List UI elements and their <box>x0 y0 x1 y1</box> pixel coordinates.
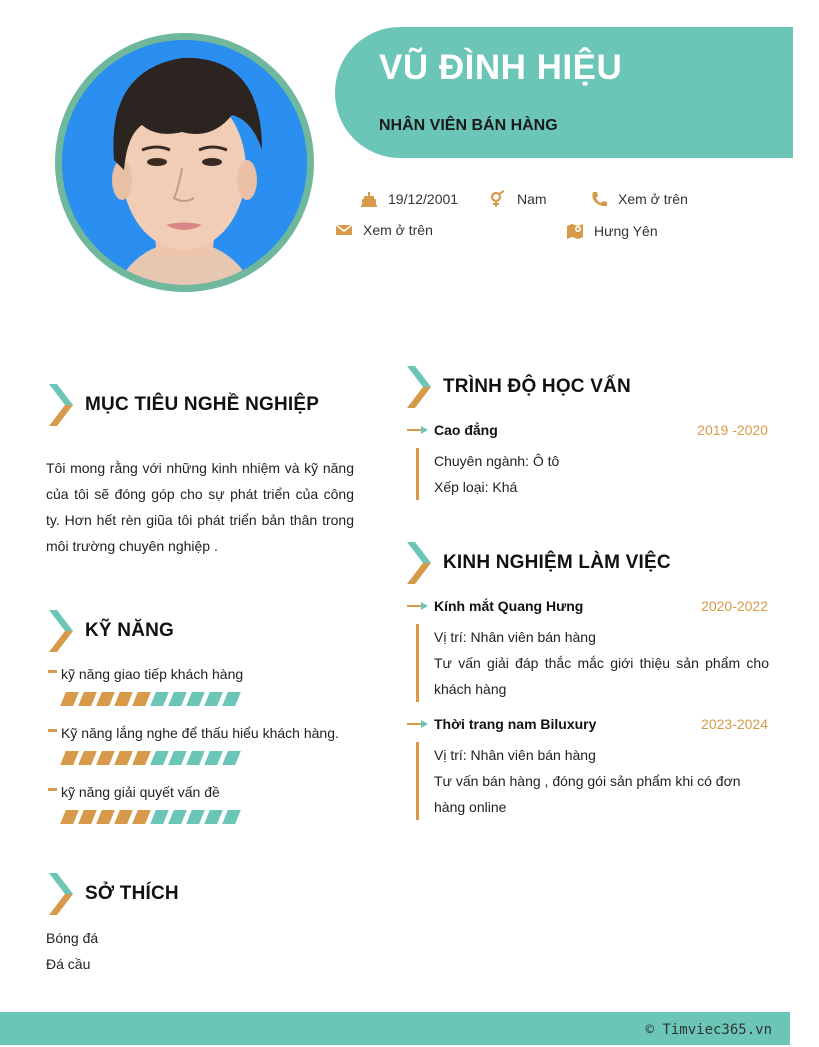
email-value: Xem ở trên <box>363 222 433 238</box>
section-hobbies <box>47 873 179 915</box>
skill-level-segment <box>96 751 115 765</box>
skill-level-segment <box>186 692 205 706</box>
skill-level-segment <box>132 810 151 824</box>
education-line: Chuyên ngành: Ô tô <box>434 453 560 469</box>
section-title: KINH NGHIỆM LÀM VIỆC <box>443 552 671 573</box>
dash-icon <box>48 670 57 673</box>
skill-level-segment <box>204 751 223 765</box>
gender-value: Nam <box>517 191 547 207</box>
candidate-name: VŨ ĐÌNH HIỆU <box>379 48 623 87</box>
email-info <box>335 222 433 238</box>
phone-value: Xem ở trên <box>618 191 688 207</box>
skill-label: Kỹ năng lắng nghe để thấu hiểu khách hàng. <box>61 725 339 741</box>
section-title: KỸ NĂNG <box>85 620 175 641</box>
skill-level-segment <box>78 692 97 706</box>
skill-level-segment <box>60 751 79 765</box>
gender-icon <box>489 190 507 208</box>
experience-details <box>416 624 769 702</box>
education-line: Xếp loại: Khá <box>434 479 518 495</box>
birthday-value: 19/12/2001 <box>388 191 459 207</box>
section-title: MỤC TIÊU NGHỀ NGHIỆP <box>85 394 320 415</box>
skill-level-segment <box>168 810 187 824</box>
experience-entry-head <box>407 598 768 614</box>
education-school: Cao đẳng <box>434 422 498 438</box>
skill-level-segment <box>168 692 187 706</box>
skill-level-segment <box>222 810 241 824</box>
education-details <box>416 448 769 500</box>
footer-band <box>0 1012 790 1045</box>
chevron-icon <box>405 542 431 584</box>
skill-level-segment <box>150 810 169 824</box>
experience-line: Vị trí: Nhân viên bán hàng <box>434 629 596 645</box>
experience-line: Tư vấn giải đáp thắc mắc giới thiệu sản phẩm cho khách hàng <box>434 655 769 697</box>
section-skills <box>47 610 174 652</box>
address-value: Hưng Yên <box>594 223 658 239</box>
skill-level-segment <box>132 751 151 765</box>
phone-info <box>590 190 688 208</box>
hobby-item: Đá cầu <box>46 956 91 972</box>
skill-label: kỹ năng giao tiếp khách hàng <box>61 666 244 682</box>
skill-level-segment <box>96 692 115 706</box>
skill-level-segment <box>60 810 79 824</box>
experience-line: Vị trí: Nhân viên bán hàng <box>434 747 596 763</box>
skill-level-segment <box>150 692 169 706</box>
skill-level-segment <box>114 810 133 824</box>
header-band <box>335 27 793 158</box>
skill-level-bar <box>63 751 339 765</box>
chevron-icon <box>47 384 73 426</box>
job-title: NHÂN VIÊN BÁN HÀNG <box>379 117 558 134</box>
skill-label: kỹ năng giải quyết vấn đề <box>61 784 220 800</box>
experience-company: Kính mắt Quang Hưng <box>434 598 584 614</box>
skill-level-segment <box>204 810 223 824</box>
skill-level-bar <box>63 692 243 706</box>
avatar <box>62 40 307 285</box>
skill-item <box>48 666 243 706</box>
skill-level-segment <box>96 810 115 824</box>
chevron-icon <box>47 873 73 915</box>
education-entry-head <box>407 422 768 438</box>
map-icon <box>566 222 584 240</box>
skill-level-segment <box>222 692 241 706</box>
section-title: TRÌNH ĐỘ HỌC VẤN <box>443 376 631 397</box>
experience-date: 2023-2024 <box>701 716 768 732</box>
address-info <box>566 222 658 240</box>
skill-level-segment <box>78 810 97 824</box>
section-objective <box>47 384 319 426</box>
experience-entry-head <box>407 716 768 732</box>
dash-icon <box>48 788 57 791</box>
experience-line: Tư vấn bán hàng , đóng gói sản phẩm khi có đơn hàng online <box>434 773 741 815</box>
gender-info <box>489 190 547 208</box>
birthday-info <box>360 190 458 208</box>
experience-details <box>416 742 769 820</box>
skill-level-segment <box>186 751 205 765</box>
skill-level-segment <box>222 751 241 765</box>
skill-level-bar <box>63 810 238 824</box>
cake-icon <box>360 190 378 208</box>
arrow-icon <box>407 425 429 435</box>
skill-level-segment <box>114 692 133 706</box>
skill-level-segment <box>204 692 223 706</box>
experience-date: 2020-2022 <box>701 598 768 614</box>
skill-level-segment <box>150 751 169 765</box>
skill-level-segment <box>132 692 151 706</box>
arrow-icon <box>407 601 429 611</box>
dash-icon <box>48 729 57 732</box>
objective-text: Tôi mong rằng với những kinh nhiệm và kỹ năng của tôi sẽ đóng góp cho sự phát triển của công ty. Hơn hết rèn giũa tôi phát triển bản thân trong môi trường chuyên nghiệp . <box>46 460 354 554</box>
experience-company: Thời trang nam Biluxury <box>434 716 597 732</box>
education-date: 2019 -2020 <box>697 422 768 438</box>
phone-icon <box>590 190 608 208</box>
chevron-icon <box>405 366 431 408</box>
skill-level-segment <box>168 751 187 765</box>
footer-credit: © Timviec365.vn <box>645 1022 772 1038</box>
arrow-icon <box>407 719 429 729</box>
skill-item <box>48 725 339 765</box>
skill-level-segment <box>114 751 133 765</box>
section-title: SỞ THÍCH <box>85 883 179 904</box>
skill-level-segment <box>186 810 205 824</box>
skill-level-segment <box>78 751 97 765</box>
chevron-icon <box>47 610 73 652</box>
skill-level-segment <box>60 692 79 706</box>
section-experience <box>405 542 671 584</box>
mail-icon <box>335 223 353 237</box>
hobby-item: Bóng đá <box>46 930 99 946</box>
skill-item <box>48 784 238 824</box>
section-education <box>405 366 631 408</box>
